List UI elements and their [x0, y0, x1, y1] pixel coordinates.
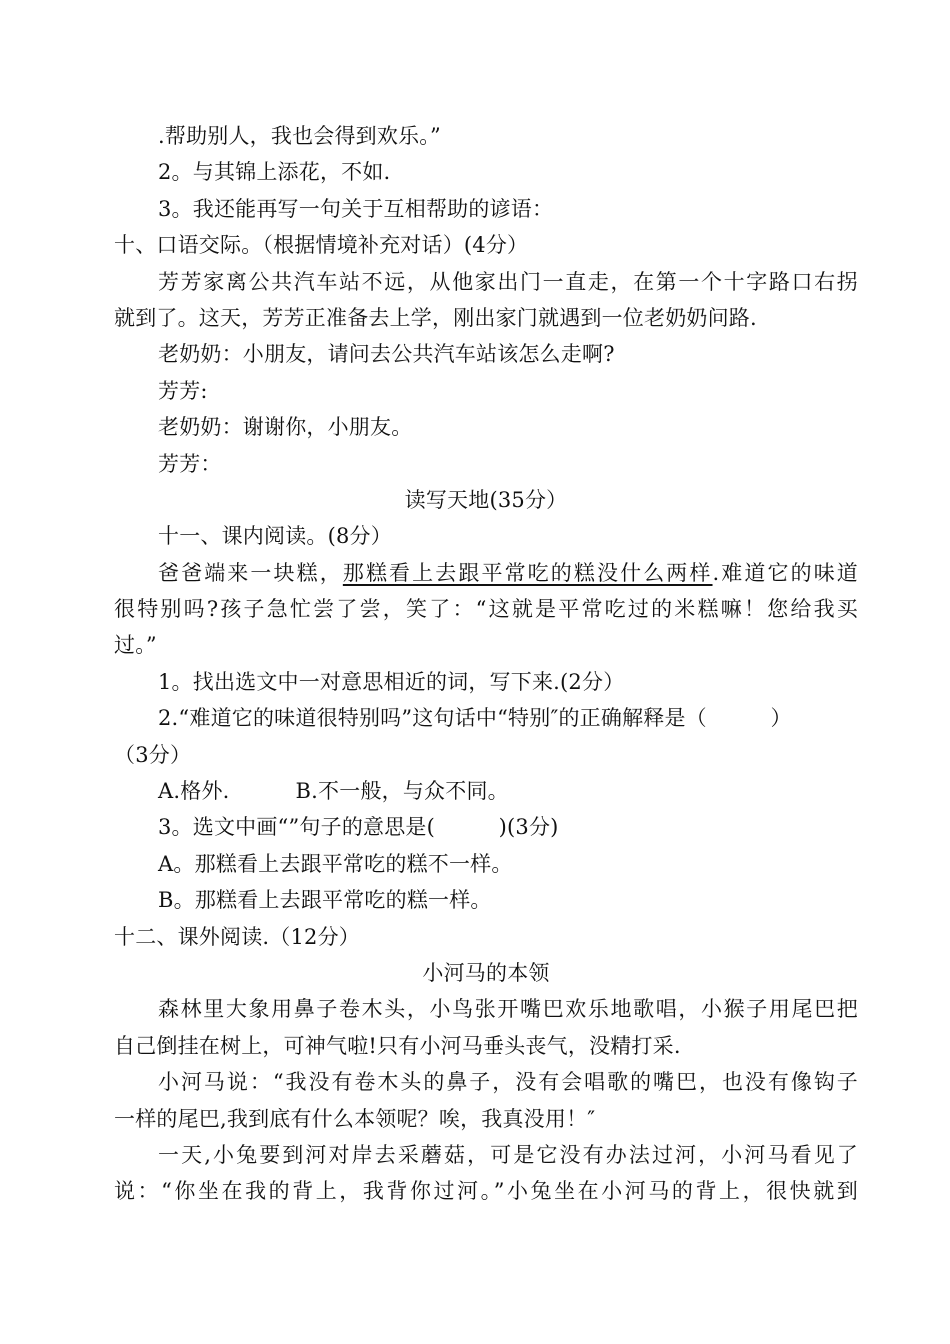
option-line: A。那糕看上去跟平常吃的糕不一样。 [158, 851, 513, 876]
text-line: 自己倒挂在树上，可神气啦!只有小河马垂头丧气，没精打采. [114, 1033, 681, 1058]
text-span: .难道它的味道 [712, 560, 859, 585]
part-title: 读写天地(35分） [404, 487, 568, 512]
text-span: 爸爸端来一块糕， [158, 560, 343, 585]
story-title: 小河马的本领 [422, 960, 550, 985]
text-line: 说：“你坐在我的背上，我背你过河。”小兔坐在小河马的背上，很快就到 [114, 1179, 858, 1204]
option-a: A.格外. [158, 779, 230, 804]
option-line [114, 773, 858, 809]
text-line: 芳芳家离公共汽车站不远，从他家出门一直走，在第一个十字路口右拐 [158, 269, 858, 294]
underlined-sentence: 那糕看上去跟平常吃的糕没什么两样 [342, 560, 713, 585]
dialogue-line: 老奶奶：谢谢你，小朋友。 [158, 415, 413, 440]
question-line: 2.“难道它的味道很特别吗”这句话中“特别″的正确解释是（ ） [158, 706, 792, 731]
document-body [114, 118, 858, 1210]
dialogue-line: 老奶奶：小朋友，请问去公共汽车站该怎么走啊? [158, 342, 615, 367]
text-line [114, 555, 858, 591]
question-line: （3分） [114, 742, 192, 767]
option-line: B。那糕看上去跟平常吃的糕一样。 [158, 888, 492, 913]
text-line: 过。” [114, 633, 157, 658]
text-line: 很特别吗?孩子急忙尝了尝，笑了：“这就是平常吃过的米糕嘛！您给我买 [114, 597, 858, 622]
text-line: 2。与其锦上添花，不如. [158, 160, 391, 185]
question-line: 3。选文中画“”句子的意思是( )(3分) [158, 815, 559, 840]
text-line: 一天,小兔要到河对岸去采蘑菇，可是它没有办法过河，小河马看见了 [158, 1142, 858, 1167]
text-line: 3。我还能再写一句关于互相帮助的谚语： [158, 196, 554, 221]
text-line: 一样的尾巴,我到底有什么本领呢？唉，我真没用！″ [114, 1106, 596, 1131]
option-b: B.不一般，与众不同。 [295, 779, 509, 804]
section-heading: 十二、课外阅读.（12分） [114, 924, 360, 949]
text-line: 小河马说：“我没有卷木头的鼻子，没有会唱歌的嘴巴，也没有像钩子 [158, 1070, 858, 1095]
section-heading: 十、口语交际。（根据情境补充对话）(4分） [114, 233, 529, 258]
section-heading: 十一、课内阅读。(8分） [158, 524, 392, 549]
text-line: 森林里大象用鼻子卷木头，小鸟张开嘴巴欢乐地歌唱，小猴子用尾巴把 [158, 997, 858, 1022]
text-line: 就到了。这天，芳芳正准备去上学，刚出家门就遇到一位老奶奶问路. [114, 305, 757, 330]
text-line: .帮助别人，我也会得到欢乐。” [158, 124, 441, 148]
question-line: 1。找出选文中一对意思相近的词，写下来.(2分） [158, 669, 625, 694]
dialogue-line: 芳芳： [158, 451, 222, 476]
dialogue-line: 芳芳: [158, 378, 208, 403]
